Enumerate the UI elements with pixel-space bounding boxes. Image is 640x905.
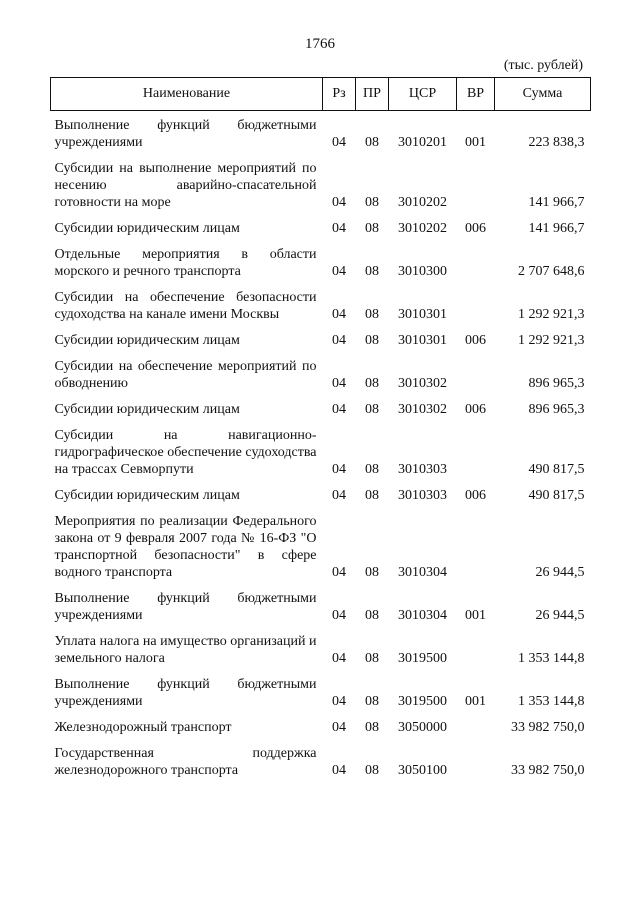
cell-pr: 08 bbox=[365, 462, 379, 477]
cell-vr: 001 bbox=[465, 135, 486, 150]
cell-rz: 04 bbox=[332, 333, 346, 348]
cell-rz: 04 bbox=[332, 608, 346, 623]
cell-name: Субсидии юридическим лицам bbox=[54, 221, 240, 236]
cell-name: Государственная поддержка железнодорожного транспорта bbox=[54, 746, 317, 778]
cell-pr: 08 bbox=[365, 720, 379, 735]
cell-pr: 08 bbox=[365, 608, 379, 623]
cell-pr: 08 bbox=[365, 135, 379, 150]
cell-pr: 08 bbox=[365, 402, 379, 417]
cell-pr: 08 bbox=[365, 307, 379, 322]
cell-name: Отдельные мероприятия в области морского и речного транспорта bbox=[54, 247, 317, 279]
cell-csr: 3010303 bbox=[398, 488, 447, 503]
header-rz: Рз bbox=[323, 78, 356, 111]
cell-vr: 006 bbox=[465, 221, 486, 236]
cell-pr: 08 bbox=[365, 694, 379, 709]
table-row bbox=[51, 246, 591, 289]
table-row bbox=[51, 220, 591, 246]
cell-csr: 3010202 bbox=[398, 195, 447, 210]
table-row bbox=[51, 358, 591, 401]
cell-sum: 490 817,5 bbox=[528, 488, 585, 503]
cell-sum: 1 292 921,3 bbox=[518, 307, 585, 322]
cell-vr: 001 bbox=[465, 694, 486, 709]
cell-csr: 3019500 bbox=[398, 651, 447, 666]
units-label: (тыс. рублей) bbox=[503, 58, 583, 73]
table-row bbox=[51, 487, 591, 513]
cell-vr bbox=[457, 289, 495, 332]
cell-name: Выполнение функций бюджетными учреждениями bbox=[54, 677, 317, 709]
cell-name: Выполнение функций бюджетными учреждениями bbox=[54, 591, 317, 623]
cell-rz: 04 bbox=[332, 651, 346, 666]
header-name: Наименование bbox=[51, 78, 323, 111]
cell-pr: 08 bbox=[365, 651, 379, 666]
cell-rz: 04 bbox=[332, 763, 346, 778]
cell-csr: 3010302 bbox=[398, 376, 447, 391]
cell-csr: 3010301 bbox=[398, 333, 447, 348]
cell-pr: 08 bbox=[365, 333, 379, 348]
table-row bbox=[51, 427, 591, 487]
header-csr: ЦСР bbox=[389, 78, 457, 111]
cell-vr bbox=[457, 246, 495, 289]
cell-name: Субсидии на навигационно-гидрографическое обеспечение судоходства на трассах Севморпути bbox=[54, 428, 317, 477]
header-vr: ВР bbox=[457, 78, 495, 111]
cell-rz: 04 bbox=[332, 376, 346, 391]
cell-vr: 001 bbox=[465, 608, 486, 623]
table-row bbox=[51, 332, 591, 358]
cell-csr: 3010301 bbox=[398, 307, 447, 322]
cell-rz: 04 bbox=[332, 402, 346, 417]
cell-sum: 490 817,5 bbox=[528, 462, 585, 477]
cell-sum: 223 838,3 bbox=[528, 135, 585, 150]
table-row bbox=[51, 401, 591, 427]
cell-pr: 08 bbox=[365, 221, 379, 236]
cell-name: Субсидии на выполнение мероприятий по несению аварийно-спасательной готовности на море bbox=[54, 161, 317, 210]
cell-pr: 08 bbox=[365, 195, 379, 210]
cell-rz: 04 bbox=[332, 488, 346, 503]
cell-name: Выполнение функций бюджетными учреждениями bbox=[54, 118, 317, 150]
cell-sum: 26 944,5 bbox=[535, 608, 585, 623]
table-row bbox=[51, 160, 591, 220]
cell-vr bbox=[457, 745, 495, 788]
table-row bbox=[51, 633, 591, 676]
cell-sum: 896 965,3 bbox=[528, 376, 585, 391]
table-row bbox=[51, 590, 591, 633]
cell-vr bbox=[457, 513, 495, 590]
cell-sum: 33 982 750,0 bbox=[511, 720, 585, 735]
cell-rz: 04 bbox=[332, 264, 346, 279]
cell-rz: 04 bbox=[332, 135, 346, 150]
cell-rz: 04 bbox=[332, 565, 346, 580]
cell-csr: 3010202 bbox=[398, 221, 447, 236]
table-row bbox=[51, 111, 591, 161]
cell-rz: 04 bbox=[332, 195, 346, 210]
cell-vr bbox=[457, 427, 495, 487]
cell-sum: 1 353 144,8 bbox=[518, 694, 585, 709]
cell-name: Мероприятия по реализации Федерального закона от 9 февраля 2007 года № 16-ФЗ "О транспортной безопасности" в сфере водного транспорта bbox=[54, 514, 317, 580]
cell-pr: 08 bbox=[365, 763, 379, 778]
cell-rz: 04 bbox=[332, 221, 346, 236]
cell-name: Субсидии юридическим лицам bbox=[54, 333, 240, 348]
cell-pr: 08 bbox=[365, 565, 379, 580]
page-number: 1766 bbox=[305, 36, 335, 52]
cell-vr: 006 bbox=[465, 488, 486, 503]
cell-csr: 3010304 bbox=[398, 565, 447, 580]
cell-csr: 3010303 bbox=[398, 462, 447, 477]
cell-csr: 3010304 bbox=[398, 608, 447, 623]
table-row bbox=[51, 289, 591, 332]
cell-vr bbox=[457, 358, 495, 401]
cell-name: Субсидии на обеспечение безопасности судоходства на канале имени Москвы bbox=[54, 290, 317, 322]
cell-pr: 08 bbox=[365, 376, 379, 391]
header-pr: ПР bbox=[356, 78, 389, 111]
cell-vr bbox=[457, 633, 495, 676]
cell-vr bbox=[457, 719, 495, 745]
cell-sum: 1 353 144,8 bbox=[518, 651, 585, 666]
cell-name: Железнодорожный транспорт bbox=[54, 720, 232, 735]
cell-name: Субсидии на обеспечение мероприятий по обводнению bbox=[54, 359, 317, 391]
cell-csr: 3010300 bbox=[398, 264, 447, 279]
cell-rz: 04 bbox=[332, 462, 346, 477]
table-header-row bbox=[51, 78, 591, 111]
cell-vr bbox=[457, 160, 495, 220]
cell-rz: 04 bbox=[332, 307, 346, 322]
cell-sum: 1 292 921,3 bbox=[518, 333, 585, 348]
table-row bbox=[51, 719, 591, 745]
cell-sum: 896 965,3 bbox=[528, 402, 585, 417]
table-row bbox=[51, 745, 591, 788]
cell-csr: 3010302 bbox=[398, 402, 447, 417]
cell-sum: 141 966,7 bbox=[528, 195, 585, 210]
cell-sum: 26 944,5 bbox=[535, 565, 585, 580]
cell-csr: 3019500 bbox=[398, 694, 447, 709]
cell-name: Уплата налога на имущество организаций и земельного налога bbox=[54, 634, 317, 666]
budget-table bbox=[50, 77, 591, 788]
cell-csr: 3010201 bbox=[398, 135, 447, 150]
cell-pr: 08 bbox=[365, 488, 379, 503]
cell-vr: 006 bbox=[465, 333, 486, 348]
cell-rz: 04 bbox=[332, 694, 346, 709]
cell-csr: 3050000 bbox=[398, 720, 447, 735]
table-row bbox=[51, 676, 591, 719]
cell-sum: 33 982 750,0 bbox=[511, 763, 585, 778]
cell-name: Субсидии юридическим лицам bbox=[54, 488, 240, 503]
table-row bbox=[51, 513, 591, 590]
cell-pr: 08 bbox=[365, 264, 379, 279]
cell-rz: 04 bbox=[332, 720, 346, 735]
cell-sum: 2 707 648,6 bbox=[518, 264, 585, 279]
cell-csr: 3050100 bbox=[398, 763, 447, 778]
cell-name: Субсидии юридическим лицам bbox=[54, 402, 240, 417]
cell-sum: 141 966,7 bbox=[528, 221, 585, 236]
header-sum: Сумма bbox=[495, 78, 591, 111]
cell-vr: 006 bbox=[465, 402, 486, 417]
